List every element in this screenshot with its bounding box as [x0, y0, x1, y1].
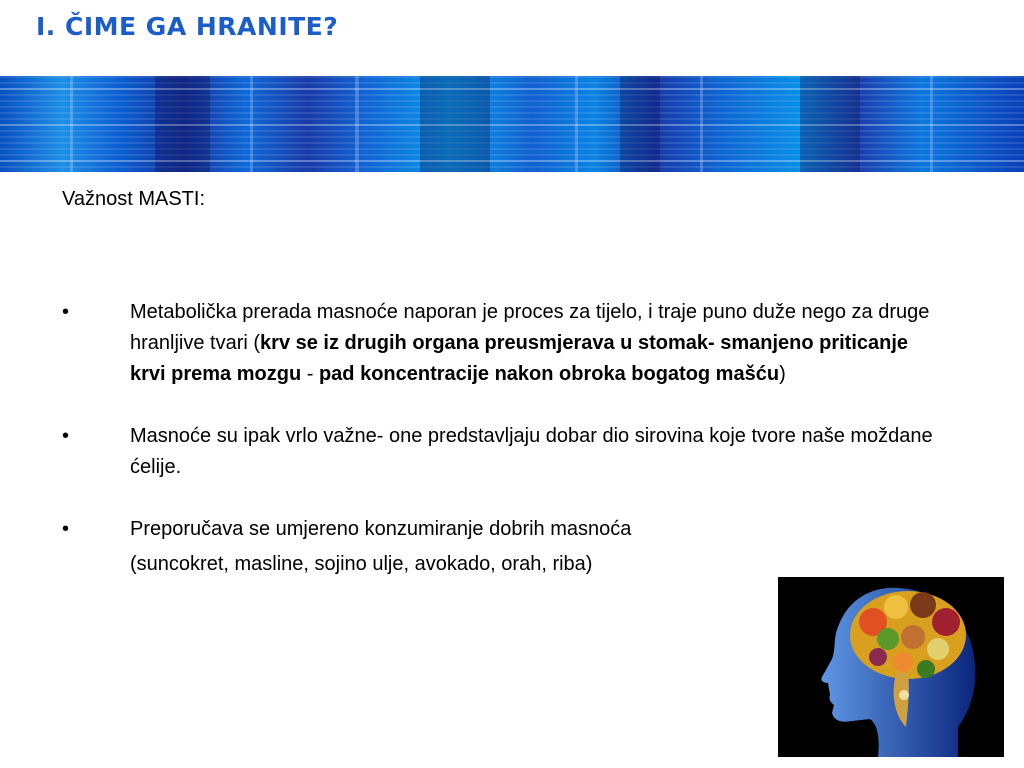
bullet-bold-text: krv se iz drugih organa preusmjerava u stomak- smanjeno priticanje krvi prema mozgu: [130, 332, 909, 385]
bullet-text: (suncokret, masline, sojino ulje, avokado, orah, riba): [130, 553, 593, 575]
bullet-marker: •: [62, 518, 70, 540]
section-heading: Važnost MASTI:: [62, 188, 206, 210]
bullet-bold-text: pad koncentracije nakon obroka bogatog mašću: [318, 363, 780, 385]
bullet-text: Masnoće su ipak vrlo važne- one predstavljaju dobar dio sirovina koje tvore naše moždane ćelije.: [130, 425, 933, 478]
bullet-marker: •: [62, 425, 70, 447]
bullet-text: ): [779, 363, 786, 385]
bullet-marker: •: [62, 301, 70, 323]
brain-food-illustration: [778, 577, 1004, 757]
header-banner: [0, 76, 1024, 172]
bullet-item: [62, 297, 942, 390]
bullet-item: [62, 514, 942, 545]
bullet-text: Metabolička prerada masnoće naporan je proces za tijelo, i traje puno duže nego za druge hranljive tvari (: [130, 301, 930, 354]
bullet-continuation: [62, 549, 942, 580]
bullet-text: -: [301, 363, 319, 385]
brain-food-head-icon: [778, 577, 1004, 757]
bullet-item: [62, 421, 942, 483]
slide-title: I. ČIME GA HRANITE?: [36, 12, 339, 41]
bullet-text: Preporučava se umjereno konzumiranje dobrih masnoća: [130, 518, 632, 540]
bullet-list: [62, 297, 942, 611]
